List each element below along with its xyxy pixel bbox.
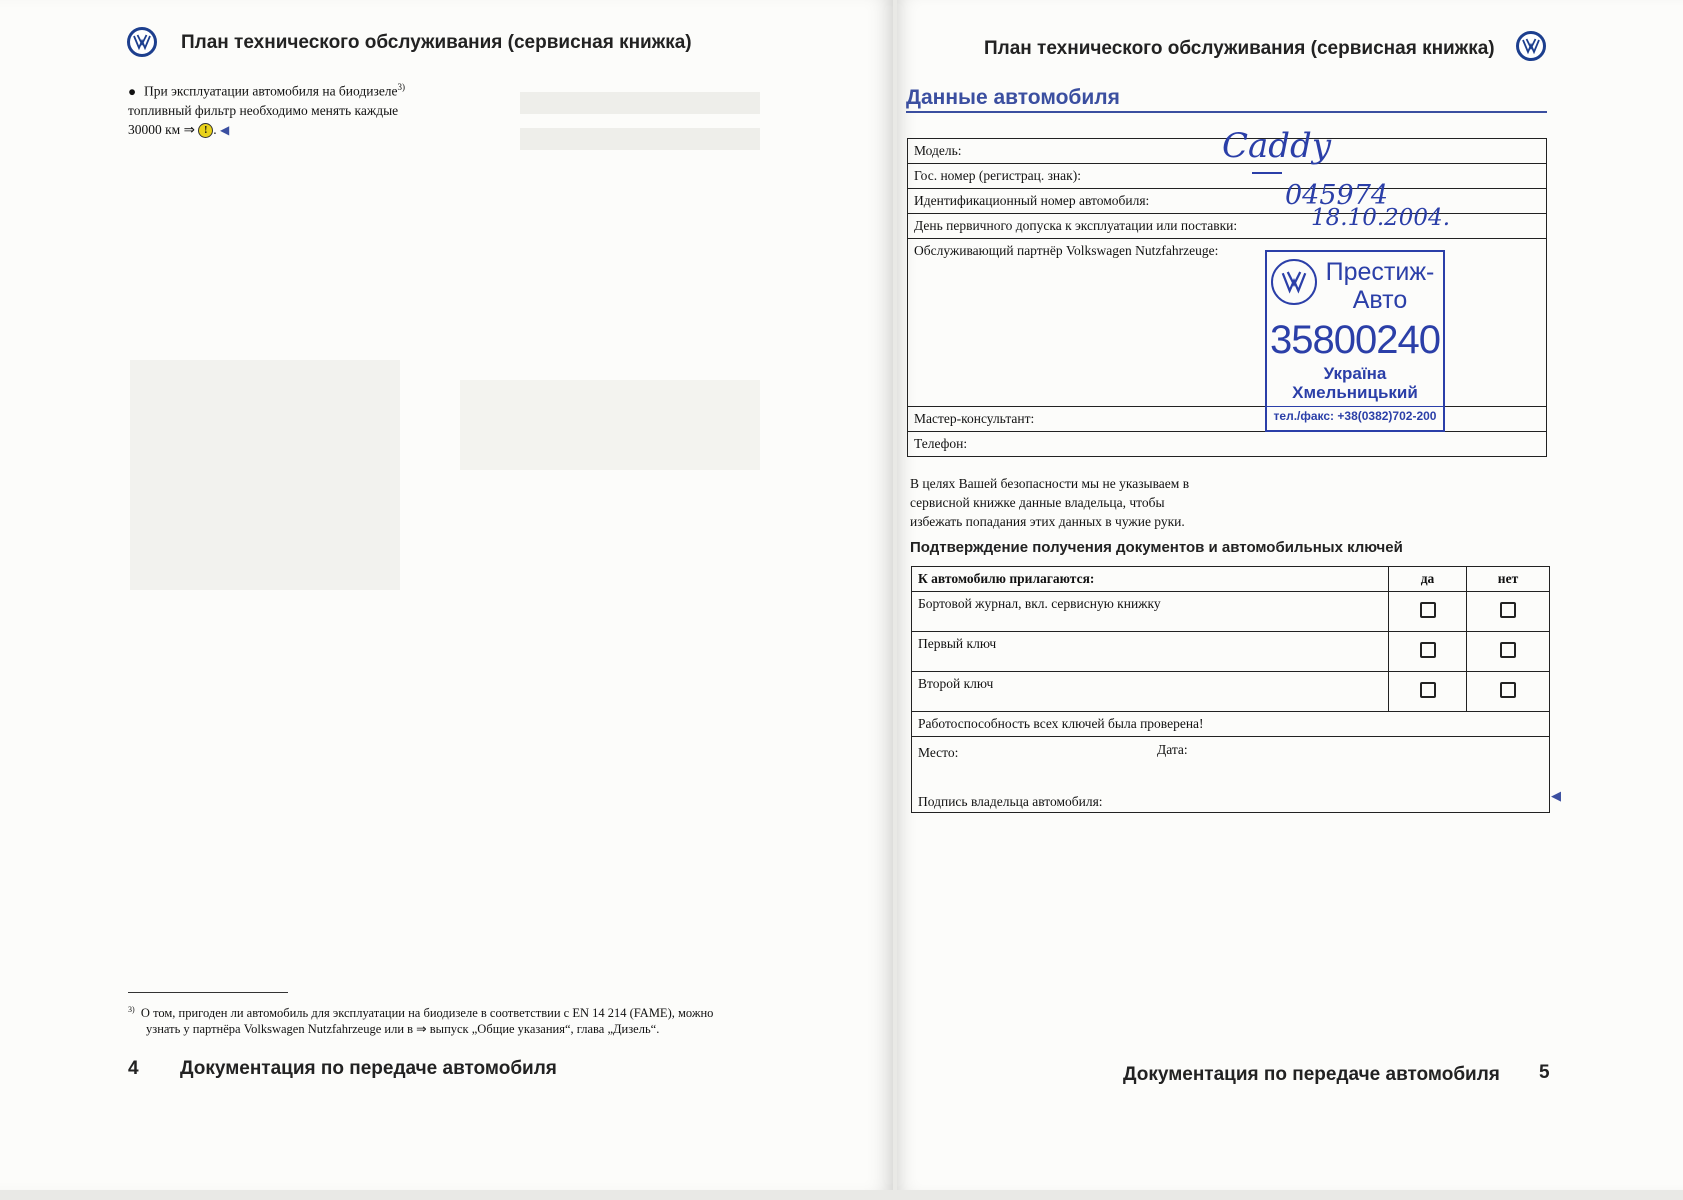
page-header-title: План технического обслуживания (сервисная книжка) — [984, 38, 1495, 59]
stamp-city: Хмельницький — [1292, 383, 1418, 402]
no-checkbox[interactable] — [1500, 642, 1516, 658]
stamp-name-line1: Престиж- — [1325, 258, 1435, 286]
section-rule — [906, 111, 1547, 113]
confirm-table — [911, 566, 1550, 813]
yes-checkbox[interactable] — [1420, 682, 1436, 698]
footnote-rule — [128, 992, 288, 993]
vin-field[interactable]: Идентификационный номер автомобиля: — [908, 189, 1547, 214]
page-header-title: План технического обслуживания (сервисная книжка) — [181, 32, 692, 53]
biodiesel-note-line1: ● При эксплуатации автомобиля на биодизеле$^{3)}$ — [128, 82, 406, 99]
right-page — [897, 0, 1683, 1190]
yes-header: да — [1389, 567, 1467, 592]
model-field[interactable]: Модель: — [908, 139, 1547, 164]
plate-dash — [1252, 172, 1282, 174]
master-consultant-field[interactable]: Мастер-консультант: — [908, 407, 1547, 432]
table-row — [912, 592, 1550, 632]
signature-label: Подпись владельца автомобиля: — [918, 794, 1103, 809]
yes-cell — [1389, 672, 1467, 712]
biodiesel-note-line2: топливный фильтр необходимо менять каждые — [128, 102, 399, 118]
show-through — [130, 360, 400, 590]
page-number: 5 — [1539, 1062, 1550, 1083]
partner-field[interactable]: Обслуживающий партнёр Volkswagen Nutzfahrzeuge: — [908, 239, 1547, 407]
vw-logo-icon — [127, 27, 157, 57]
stamp-name-line2: Авто — [1352, 286, 1408, 314]
biodiesel-note — [128, 78, 448, 140]
keys-checked-note: Работоспособность всех ключей была проверена! — [912, 712, 1550, 737]
phone-field[interactable]: Телефон: — [908, 432, 1547, 457]
no-header: нет — [1467, 567, 1550, 592]
page-number: 4 — [128, 1058, 139, 1079]
footer-title: Документация по передаче автомобиля — [180, 1058, 557, 1079]
no-checkbox[interactable] — [1500, 682, 1516, 698]
section-title: Данные автомобиля — [906, 86, 1120, 109]
vehicle-data-form — [907, 138, 1547, 457]
privacy-line1: В целях Вашей безопасности мы не указываем в — [910, 476, 1190, 491]
vin-handwritten: 045974 — [1285, 180, 1389, 211]
privacy-line2: сервисной книжке данные владельца, чтобы — [910, 495, 1165, 510]
no-checkbox[interactable] — [1500, 602, 1516, 618]
biodiesel-note-line3: 30000 км ⇒ ! . ◀ — [128, 121, 230, 137]
yes-cell — [1389, 632, 1467, 672]
stamp-vw-icon — [1271, 259, 1317, 305]
warning-circle-icon: ! — [198, 123, 213, 138]
date-handwritten: 18.10.2004. — [1311, 205, 1450, 231]
vw-logo-icon — [1516, 31, 1546, 61]
end-triangle-icon: ◀ — [220, 122, 230, 137]
end-triangle-icon: ◀ — [1551, 788, 1561, 803]
table-row — [912, 632, 1550, 672]
confirm-title: Подтверждение получения документов и автомобильных ключей — [910, 539, 1403, 556]
table-row — [912, 672, 1550, 712]
stamp-code: 35800240 — [1270, 318, 1440, 362]
first-registration-field[interactable]: День первичного допуска к эксплуатации или поставки: — [908, 214, 1547, 239]
privacy-note — [910, 474, 1230, 531]
confirm-header-label: К автомобилю прилагаются: — [912, 567, 1389, 592]
no-cell — [1467, 592, 1550, 632]
plate-field[interactable]: Гос. номер (регистрац. знак): — [908, 164, 1547, 189]
dealer-stamp — [1265, 250, 1445, 432]
place-label: Место: — [918, 745, 959, 760]
show-through — [460, 380, 760, 470]
date-label: Дата: — [1157, 742, 1188, 757]
yes-checkbox[interactable] — [1420, 602, 1436, 618]
privacy-line3: избежать попадания этих данных в чужие руки. — [910, 514, 1185, 529]
footnote-line1: $^{3)}$ О том, пригоден ли автомобиль для эксплуатации на биодизеле в соответствии с EN 14 214 (FAME), можно — [128, 1005, 714, 1021]
row-label: Второй ключ — [912, 672, 1389, 712]
show-through — [520, 128, 760, 150]
stamp-country: Україна — [1323, 364, 1387, 383]
yes-checkbox[interactable] — [1420, 642, 1436, 658]
no-cell — [1467, 632, 1550, 672]
yes-cell — [1389, 592, 1467, 632]
row-label: Первый ключ — [912, 632, 1389, 672]
bullet-icon: ● — [128, 83, 137, 99]
model-handwritten: Caddy — [1222, 126, 1332, 166]
row-label: Бортовой журнал, вкл. сервисную книжку — [912, 592, 1389, 632]
no-cell — [1467, 672, 1550, 712]
footnote-ref: 3) — [397, 82, 406, 92]
footer-title: Документация по передаче автомобиля — [1123, 1064, 1500, 1085]
stamp-phone: тел./факс: +38(0382)702-200 — [1267, 406, 1443, 423]
place-date-signature-field[interactable] — [912, 737, 1550, 813]
show-through — [520, 92, 760, 114]
footnote-line2: узнать у партнёра Volkswagen Nutzfahrzeuge или в ⇒ выпуск „Общие указания“, глава „Дизель“. — [146, 1022, 660, 1037]
footnote — [128, 1002, 768, 1037]
